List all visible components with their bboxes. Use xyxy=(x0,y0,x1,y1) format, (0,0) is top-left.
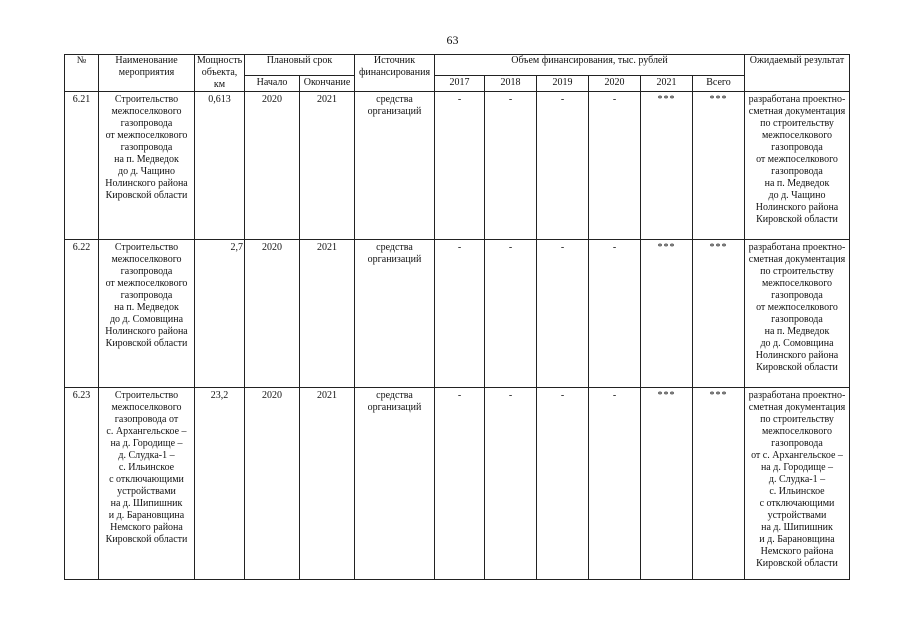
row-value-2020: - xyxy=(589,240,641,388)
table-row xyxy=(65,92,850,240)
row-value-2021: *** xyxy=(641,240,693,388)
header-total: Всего xyxy=(693,75,745,91)
row-start: 2020 xyxy=(245,240,300,388)
row-value-2017: - xyxy=(435,388,485,580)
table-row xyxy=(65,240,850,388)
row-capacity: 2,7 xyxy=(195,240,245,388)
row-value-2019: - xyxy=(537,240,589,388)
row-name: Строительство межпоселкового газопровода от с. Архангельское – на д. Городище – д. Слудка-1 – с. Ильинское с отключающими устройствами на д. Шипишник и д. Барановщина Немского района Кировской области xyxy=(99,388,195,580)
row-value-total: *** xyxy=(693,240,745,388)
row-result: разработана проектно- сметная документация по строительству межпоселкового газопровода от межпоселкового газопровода на п. Медведок до д. Сомовщина Нолинского района Кировской области xyxy=(745,240,850,388)
row-end: 2021 xyxy=(300,388,355,580)
row-num: 6.21 xyxy=(65,92,99,240)
row-name: Строительство межпоселкового газопровода от межпоселкового газопровода на п. Медведок до д. Сомовщина Нолинского района Кировской области xyxy=(99,240,195,388)
row-end: 2021 xyxy=(300,92,355,240)
row-value-2017: - xyxy=(435,240,485,388)
row-value-total: *** xyxy=(693,92,745,240)
row-source: средства организаций xyxy=(355,388,435,580)
row-value-2021: *** xyxy=(641,388,693,580)
row-value-2018: - xyxy=(485,240,537,388)
header-capacity: Мощность объекта, км xyxy=(195,55,245,92)
header-year-2020: 2020 xyxy=(589,75,641,91)
header-start: Начало xyxy=(245,75,300,91)
header-num: № xyxy=(65,55,99,92)
row-source: средства организаций xyxy=(355,240,435,388)
row-value-total: *** xyxy=(693,388,745,580)
header-year-2017: 2017 xyxy=(435,75,485,91)
row-num: 6.23 xyxy=(65,388,99,580)
funding-table xyxy=(64,54,850,580)
header-end: Окончание xyxy=(300,75,355,91)
header-name: Наименование мероприятия xyxy=(99,55,195,92)
row-start: 2020 xyxy=(245,92,300,240)
header-term: Плановый срок xyxy=(245,55,355,76)
row-source: средства организаций xyxy=(355,92,435,240)
page-number: 63 xyxy=(446,33,459,47)
row-capacity: 0,613 xyxy=(195,92,245,240)
row-value-2018: - xyxy=(485,92,537,240)
row-capacity: 23,2 xyxy=(195,388,245,580)
header-result: Ожидаемый результат xyxy=(745,55,850,92)
row-name: Строительство межпоселкового газопровода от межпоселкового газопровода на п. Медведок до д. Чащино Нолинского района Кировской области xyxy=(99,92,195,240)
header-year-2021: 2021 xyxy=(641,75,693,91)
row-result: разработана проектно- сметная документация по строительству межпоселкового газопровода от межпоселкового газопровода на п. Медведок до д. Чащино Нолинского района Кировской области xyxy=(745,92,850,240)
row-value-2019: - xyxy=(537,388,589,580)
header-year-2018: 2018 xyxy=(485,75,537,91)
row-value-2017: - xyxy=(435,92,485,240)
row-start: 2020 xyxy=(245,388,300,580)
header-source: Источник финансирования xyxy=(355,55,435,92)
row-num: 6.22 xyxy=(65,240,99,388)
row-result: разработана проектно- сметная документация по строительству межпоселкового газопровода от с. Архангельское – на д. Городище – д. Слудка-1 – с. Ильинское с отключающими устройствами на д. Шипишник и д. Барановщина Немского района Кировской области xyxy=(745,388,850,580)
header-finance: Объем финансирования, тыс. рублей xyxy=(435,55,745,76)
row-value-2020: - xyxy=(589,92,641,240)
row-value-2020: - xyxy=(589,388,641,580)
row-value-2018: - xyxy=(485,388,537,580)
table-row xyxy=(65,388,850,580)
row-value-2021: *** xyxy=(641,92,693,240)
row-end: 2021 xyxy=(300,240,355,388)
header-year-2019: 2019 xyxy=(537,75,589,91)
row-value-2019: - xyxy=(537,92,589,240)
